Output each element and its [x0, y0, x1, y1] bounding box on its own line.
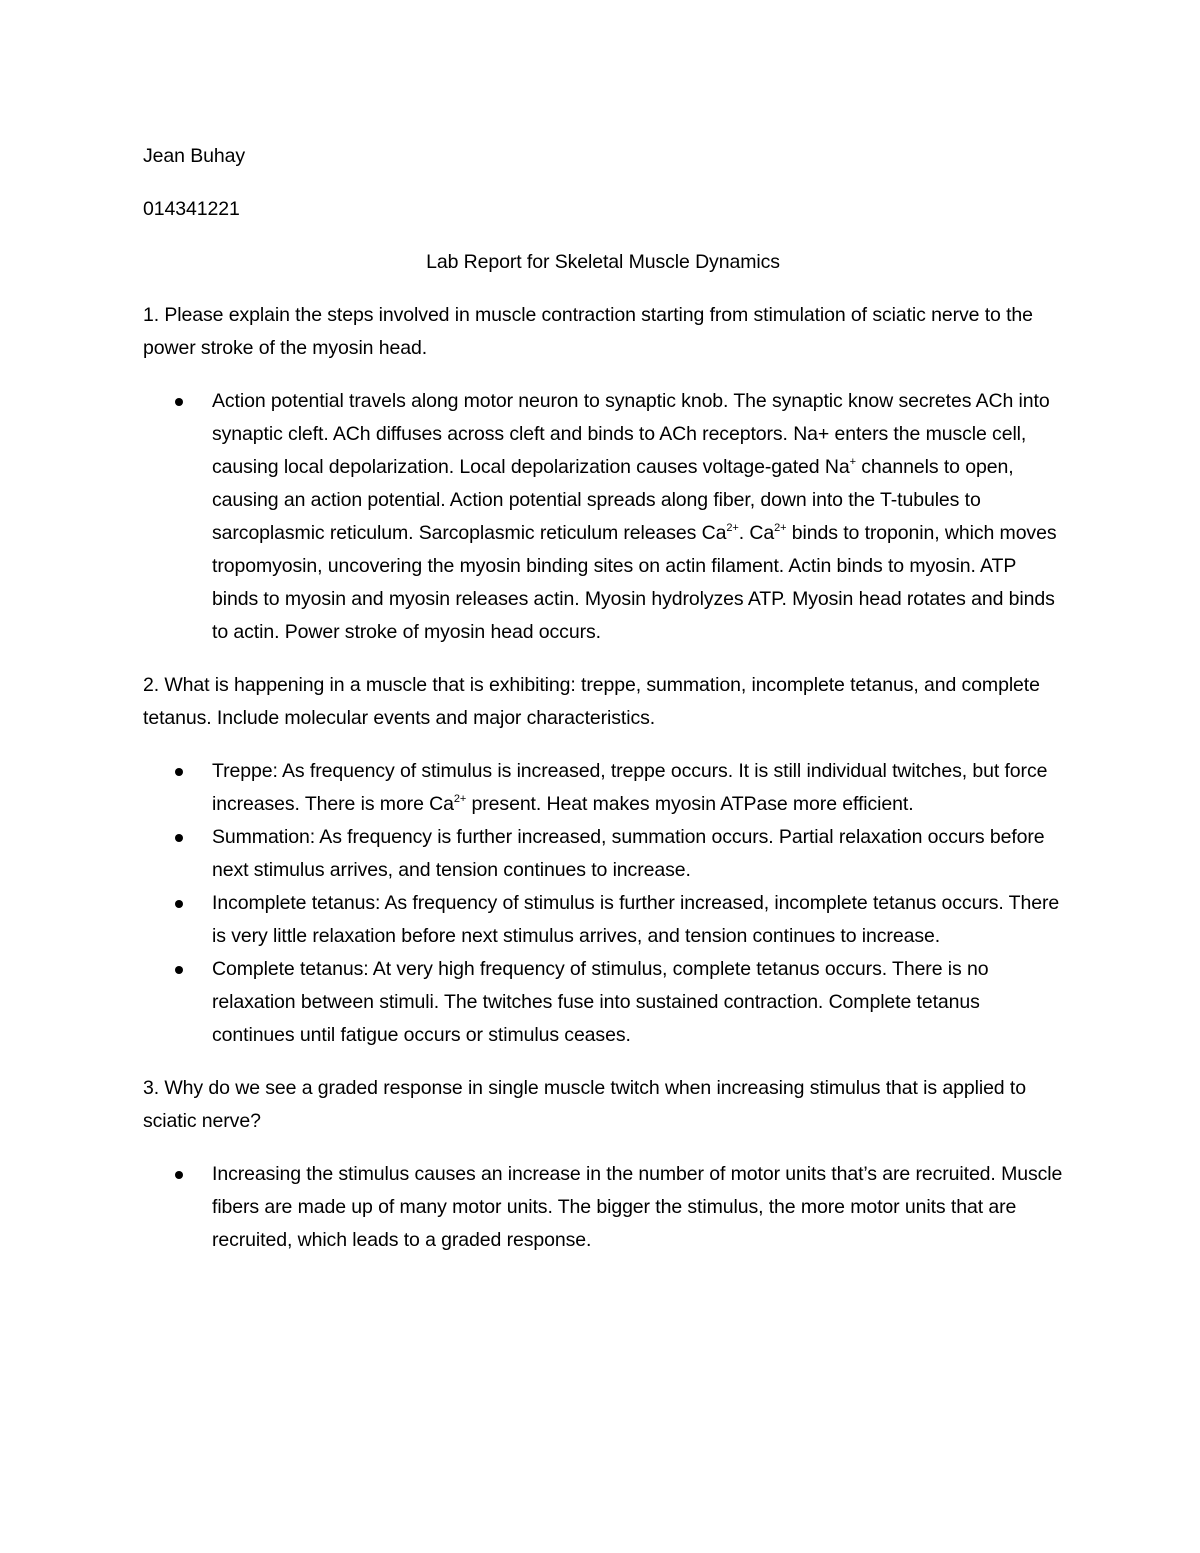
bullet-icon [175, 1171, 183, 1179]
bullet-icon [175, 398, 183, 406]
answer-text: Summation: As frequency is further increased, summation occurs. Partial relaxation occurs before next stimulus arrives, and tension continues to increase. [212, 826, 1045, 881]
answer-text: Incomplete tetanus: As frequency of stimulus is further increased, incomplete tetanus occurs. There is very little relaxation before next stimulus arrives, and tension continues to increase. [212, 892, 1060, 947]
answer-list-3 [143, 1158, 1063, 1257]
author-name: Jean Buhay [143, 145, 245, 167]
bullet-icon [175, 966, 183, 974]
answer-text: . Ca [738, 522, 775, 544]
answer-list-1 [143, 385, 1063, 649]
answer-text: channels to open, causing an action potential. Action potential spreads along fiber, down into the T-tubules to sarcoplasmic reticulum. Sarcoplasmic reticulum releases Ca [212, 456, 1014, 544]
question-3: 3. Why do we see a graded response in single muscle twitch when increasing stimulus that is applied to sciatic nerve? [143, 1077, 1026, 1132]
bullet-icon [175, 834, 183, 842]
bullet-icon [175, 768, 183, 776]
answer-text: binds to troponin, which moves tropomyosin, uncovering the myosin binding sites on actin filament. Actin binds to myosin. ATP binds to myosin and myosin releases actin. Myosin hydrolyzes ATP. Myosin head rotates and binds to actin. Power stroke of myosin head occurs. [212, 522, 1057, 643]
answer-text: present. Heat makes myosin ATPase more efficient. [466, 793, 914, 815]
answer-text: Complete tetanus: At very high frequency of stimulus, complete tetanus occurs. There is no relaxation between stimuli. The twitches fuse into sustained contraction. Complete tetanus continues until fatigue occurs or stimulus ceases. [212, 958, 989, 1046]
answer-item-incomplete-tetanus [143, 887, 1063, 953]
superscript: + [849, 456, 856, 468]
answer-item [143, 385, 1063, 649]
student-id: 014341221 [143, 198, 240, 220]
answer-text: Action potential travels along motor neuron to synaptic knob. The synaptic know secretes ACh into synaptic cleft. ACh diffuses across cleft and binds to ACh receptors. Na+ enters the muscle cell, causing local depolarization. Local depolarization causes voltage-gated Na [212, 390, 1050, 478]
bullet-icon [175, 900, 183, 908]
answer-item-treppe [143, 755, 1063, 821]
superscript: 2+ [453, 793, 467, 805]
document-body [143, 140, 1063, 1277]
question-2: 2. What is happening in a muscle that is exhibiting: treppe, summation, incomplete tetanus, and complete tetanus. Include molecular events and major characteristics. [143, 674, 1040, 729]
answer-item-summation [143, 821, 1063, 887]
answer-text: Increasing the stimulus causes an increase in the number of motor units that’s are recruited. Muscle fibers are made up of many motor units. The bigger the stimulus, the more motor units that are recruited, which leads to a graded response. [212, 1163, 1063, 1251]
answer-item-complete-tetanus [143, 953, 1063, 1052]
report-title: Lab Report for Skeletal Muscle Dynamics [426, 251, 780, 273]
answer-list-2 [143, 755, 1063, 1052]
question-1: 1. Please explain the steps involved in muscle contraction starting from stimulation of sciatic nerve to the power stroke of the myosin head. [143, 304, 1033, 359]
superscript: 2+ [774, 522, 787, 534]
superscript: 2+ [726, 522, 739, 534]
answer-item [143, 1158, 1063, 1257]
answer-text: Treppe: As frequency of stimulus is increased, treppe occurs. It is still individual twitches, but force increases. There is more Ca [212, 760, 1048, 815]
